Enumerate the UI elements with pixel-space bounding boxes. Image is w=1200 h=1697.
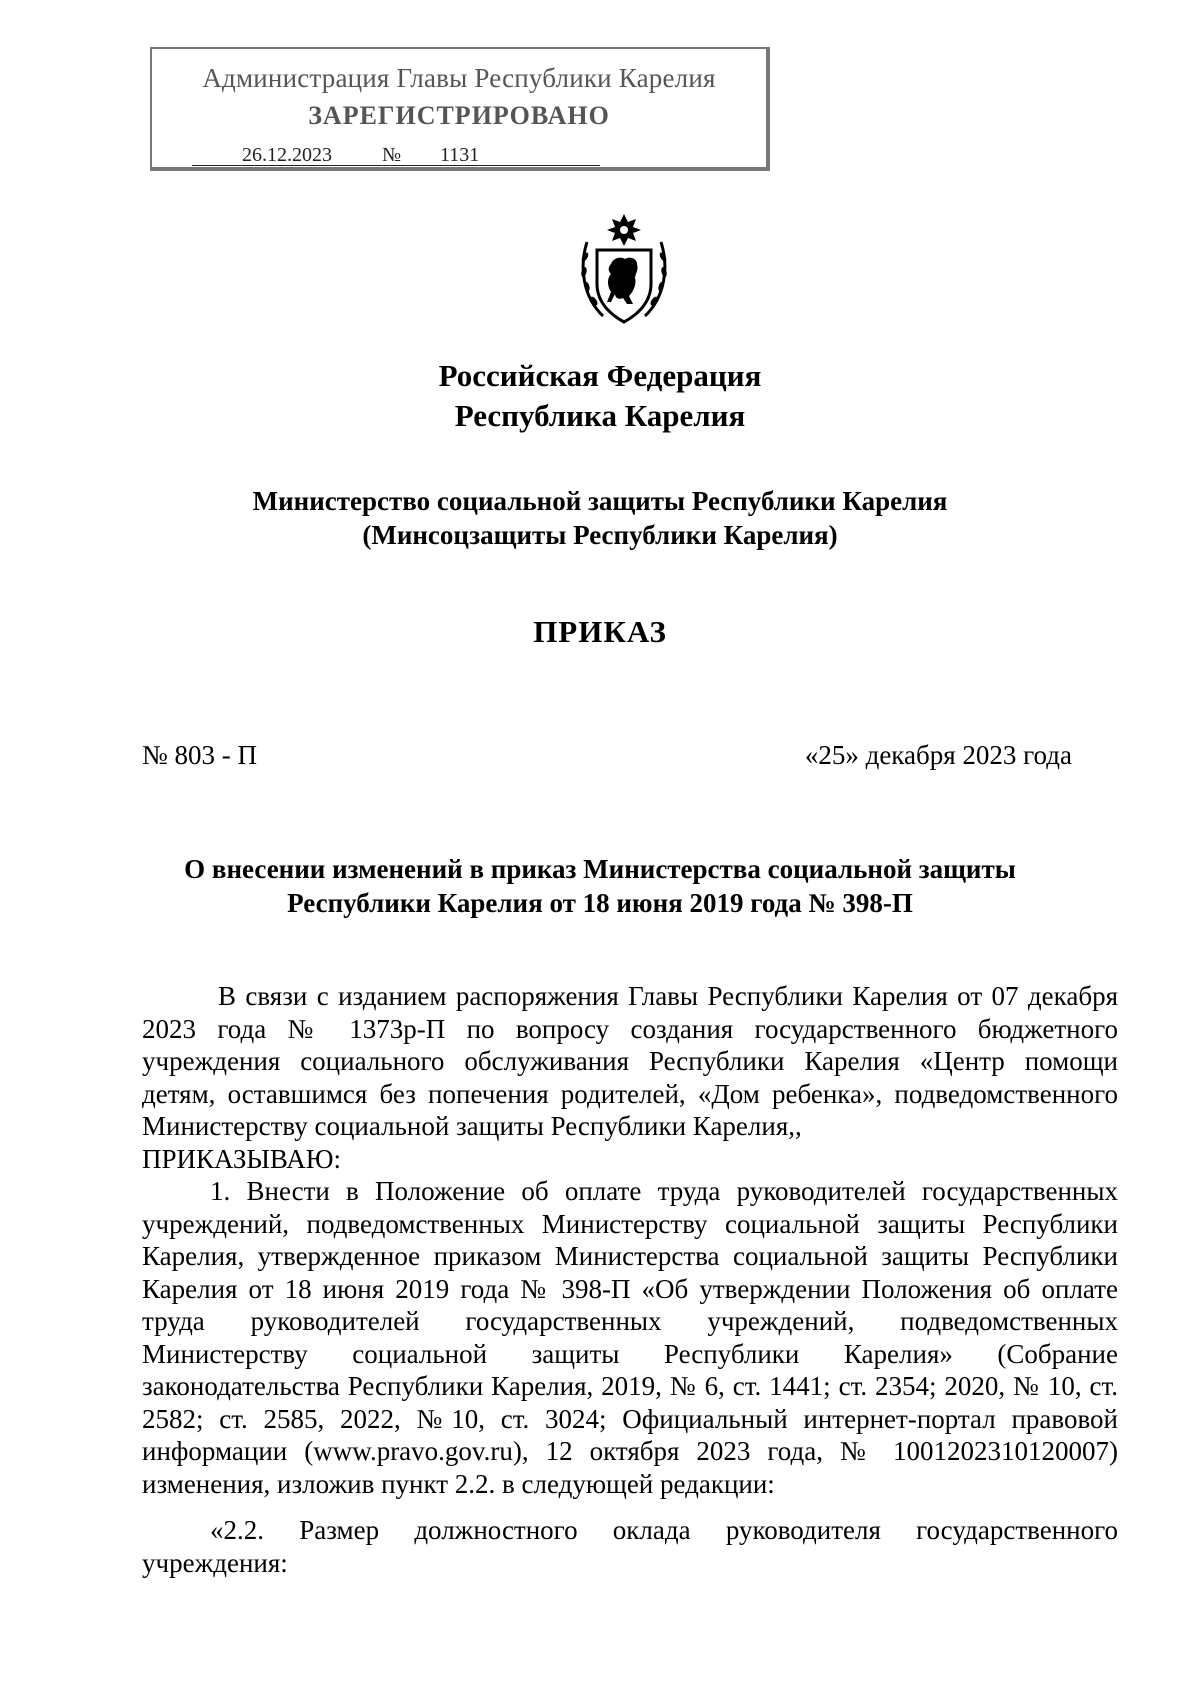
header-ministry-short: (Минсоцзащиты Республики Карелия) — [362, 520, 838, 550]
order-subject — [0, 852, 1200, 920]
karelia-coat-of-arms-icon — [573, 212, 675, 326]
body-paragraph-2: 1. Внести в Положение об оплате труда руководителей государственных учреждений, подведомственных Министерству социальной защиты Республики Карелия, утвержденное приказом Министерства социальной защиты Республики Карелия от 18 июня 2019 года № 398-П «Об утверждении Положения об оплате труда руководителей государственных учреждений, подведомственных Министерству социальной защиты Республики Карелия» (Собрание законодательства Республики Карелия, 2019, № 6, ст. 1441; ст. 2354; 2020, № 10, ст. 2582; ст. 2585, 2022, №10, ст. 3024; Официальный интернет-портал правовой информации (www.pravo.gov.ru), 12 октября 2023 года, № 1001202310120007) изменения, изложив пункт 2.2. в следующей редакции: — [142, 1176, 1118, 1499]
order-date: «25» декабря 2023 года — [804, 740, 1072, 770]
order-number: № 803 - П — [142, 740, 258, 770]
subject-line-2: Республики Карелия от 18 июня 2019 года № 398-П — [287, 888, 913, 918]
header-ministry: Министерство социальной защиты Республики Карелия — [252, 486, 948, 516]
order-body — [142, 980, 1118, 1579]
stamp-registered: ЗАРЕГИСТРИРОВАНО — [308, 101, 610, 130]
body-paragraph-1: В связи с изданием распоряжения Главы Республики Карелия от 07 декабря 2023 года № 1373р-П по вопросу создания государственного бюджетного учреждения социального обслуживания Республики Карелия «Центр помощи детям, оставшимся без попечения родителей, «Дом ребенка», подведомственного Министерству социальной защиты Республики Карелия,, — [142, 981, 1118, 1141]
header-region: Республика Карелия — [454, 398, 746, 433]
stamp-authority: Администрация Главы Республики Карелия — [202, 63, 716, 93]
body-command: ПРИКАЗЫВАЮ: — [142, 1143, 341, 1174]
registration-stamp — [150, 47, 770, 171]
stamp-registration-line — [192, 144, 600, 167]
stamp-number: 1131 — [410, 145, 600, 166]
header-ministry-block — [0, 484, 1200, 552]
body-paragraph-3: «2.2. Размер должностного оклада руководителя государственного учреждения: — [142, 1515, 1118, 1578]
stamp-date: 26.12.2023 — [192, 145, 382, 166]
stamp-number-sign: № — [382, 145, 410, 166]
doc-type-title: ПРИКАЗ — [533, 614, 667, 649]
header-country: Российская Федерация — [438, 358, 762, 393]
subject-line-1: О внесении изменений в приказ Министерства социальной защиты — [184, 854, 1016, 884]
header-country-block — [0, 356, 1200, 436]
